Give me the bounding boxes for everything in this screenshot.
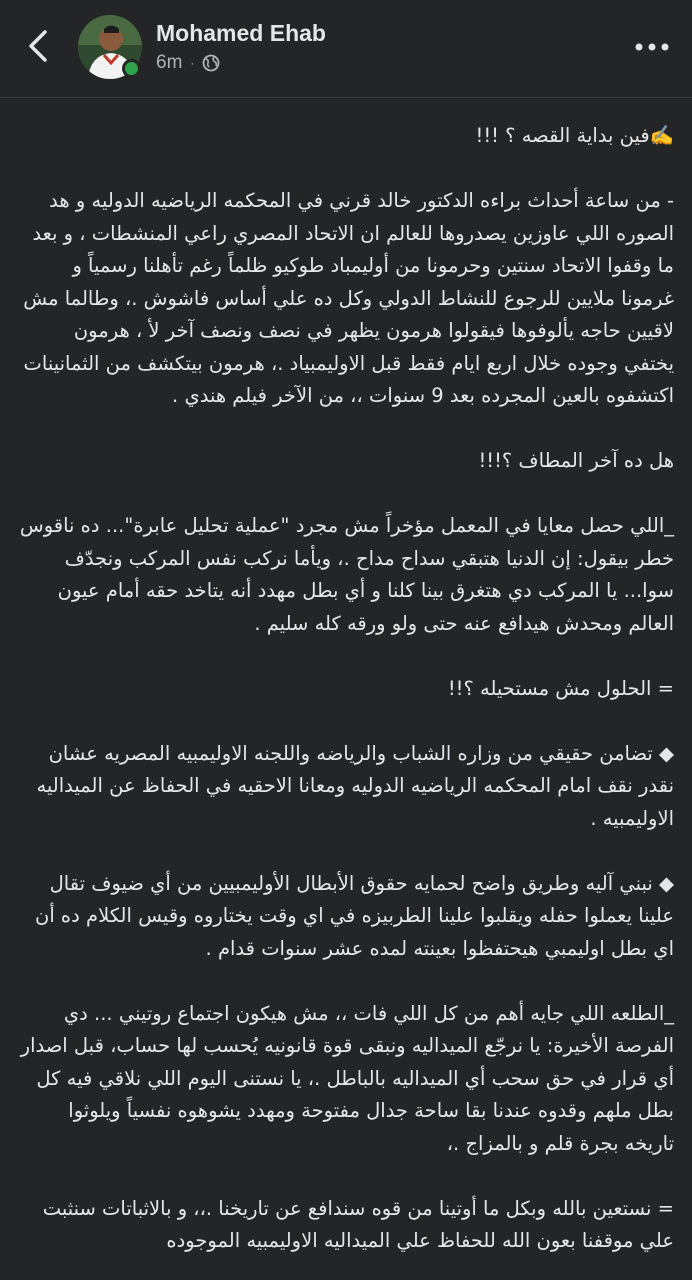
post-paragraph: = نستعين بالله وبكل ما أوتينا من قوه سندافع عن تاريخنا .،، و بالاثباتات سنثبت علي موقفنا بعون الله للحفاظ علي الميداليه الاوليمبيه الموجوده	[42, 1196, 674, 1252]
post-time: 6m	[156, 52, 183, 73]
chevron-left-icon	[27, 29, 49, 63]
separator-dot: ·	[190, 56, 195, 70]
author-name[interactable]: Mohamed Ehab	[156, 20, 326, 46]
online-status-dot	[122, 59, 141, 78]
avatar[interactable]	[78, 15, 142, 79]
post-paragraph: _اللي حصل معايا في المعمل مؤخراً مش مجرد "عملية تحليل عابرة"... ده ناقوس خطر بيقول: إن الدنيا هتبقي سداح مداح .، ويأما نركب نفس المركب ونجدّف سوا... يا المركب دي هتغرق بينا كلنا و أي بطل مهدد أنه يتاخد حقه أمام عيون العالم ومحدش هيدافع عنه حتى ولو ورقه كله سليم .	[19, 514, 674, 635]
post-paragraph-title: ✍️فين بداية القصه ؟ !!!	[475, 124, 674, 147]
post-paragraph-bullet: ◆ نبني آليه وطريق واضح لحمايه حقوق الأبطال الأوليمبيين من أي ضيوف تقال علينا يعملوا حفله ويقلبوا علينا الطربيزه في اي وقت يختاروه وقيس الكلام ده أن اي بطل اوليمبي هيحتفظوا بعينته لمده عشر سنوات قدام .	[35, 871, 674, 960]
post-text	[18, 120, 674, 1280]
more-dots-icon	[635, 43, 669, 51]
post-paragraph-bullet: ◆ تضامن حقيقي من وزاره الشباب والرياضه واللجنه الاوليمبيه المصريه عشان نقدر نقف امام المحكمه الرياضيه الدوليه ومعانا الاحقيه في الحفاظ عن الميداليه الاوليمبيه .	[36, 741, 674, 830]
more-options-button[interactable]	[630, 30, 674, 64]
post-header	[0, 0, 692, 98]
post-paragraph: = الحلول مش مستحيله ؟!!	[447, 676, 674, 700]
post-paragraph: _الطلعه اللي جايه أهم من كل اللي فات ،، مش هيكون اجتماع روتيني ... دي الفرصة الأخيرة: يا نرجّع الميداليه ونبقى قوة قانونيه يُحسب لها حساب، قبل اصدار أي قرار في حق سحب أي الميداليه بالباطل .، يا نستنى اليوم اللي نلاقي فيه كل بطل ملهم وقدوه عندنا بقا ساحة جدال مفتوحة ومهدد يشوهوه نفسياً ويلوثوا تاريخه بجرة قلم و بالمزاج .،	[20, 1001, 674, 1155]
post-paragraph: - من ساعة أحداث براءه الدكتور خالد قرني في المحكمه الرياضيه الدوليه و هد الصوره اللي عاوزين يصدروها للعالم ان الاتحاد المصري راعي المنشطات ، و بعد ما وقفوا الاتحاد سنتين وحرمونا من أوليمباد طوكيو ظلماً رغم تأهلنا رسمياً و غرمونا ملايين للرجوع للنشاط الدولي وكل ده علي أساس فاشوش .، وطالما مش لاقيين حاجه يألوفوها فيقولوا هرمون يظهر في نصف ونصف آخر لأ ، هرمون يختفي وجوده خلال اربع ايام فقط قبل الاوليمبياد .، هرمون بيتكشف من الثمانينات اكتشفوه بالعين المجرده بعد 9 سنوات ،، من الآخر فيلم هندي .	[23, 189, 674, 407]
post-paragraph: هل ده آخر المطاف ؟!!!	[478, 449, 674, 472]
globe-icon	[202, 54, 220, 72]
back-button[interactable]	[18, 22, 58, 70]
post-meta	[156, 52, 220, 74]
